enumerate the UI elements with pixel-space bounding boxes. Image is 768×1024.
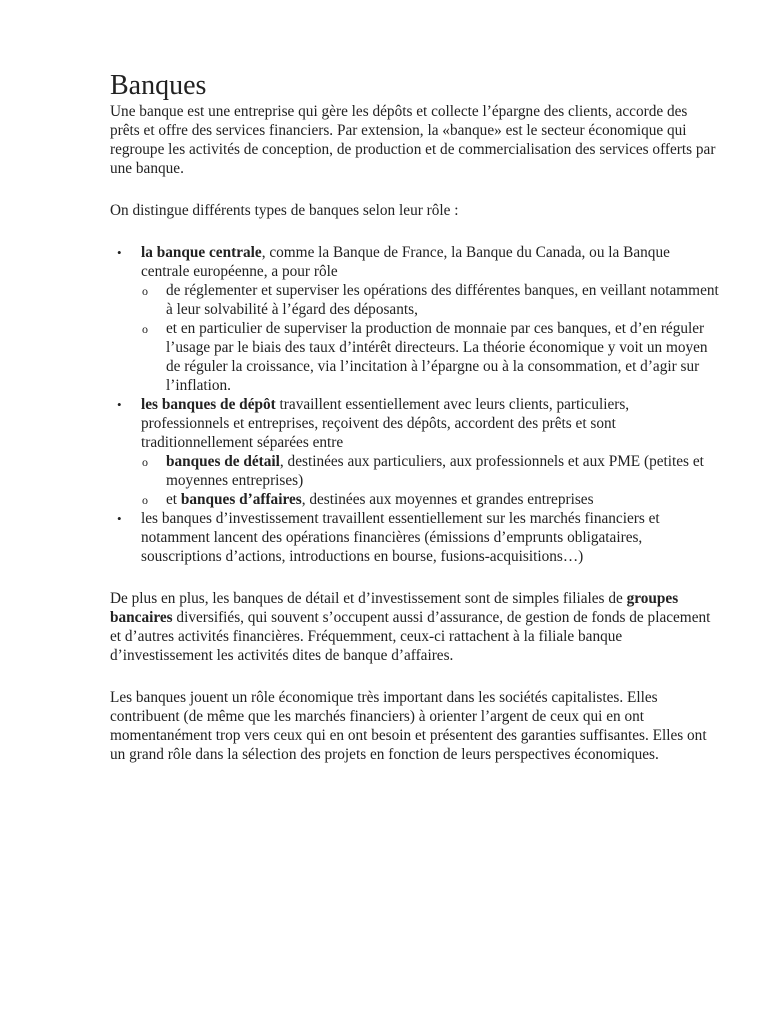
list-item-central-bank: [141, 243, 720, 395]
central-bank-text: , comme la Banque de France, la Banque du Canada, ou la Banque centrale européenne, a pour rôle: [141, 244, 670, 280]
list-item-investment-banks: • les banques d’investissement travaillent essentiellement sur les marchés financiers et notamment lancent des opérations financières (émissions d’emprunts obligataires, souscriptions d’actions, introductions en bourse, fusions-acquisitions…): [141, 509, 720, 566]
business-banks-text: , destinées aux moyennes et grandes entreprises: [301, 491, 594, 508]
intro-paragraph: Une banque est une entreprise qui gère les dépôts et collecte l’épargne des clients, accorde des prêts et offre des services financiers. Par extension, la «banque» est le secteur économique qui regroupe les activités de conception, de production et de commercialisation des services offerts par une banque.: [110, 103, 716, 177]
sublist-item: [166, 452, 720, 490]
retail-banks-text: , destinées aux particuliers, aux professionnels et aux PME (petites et moyennes entreprises): [166, 453, 704, 489]
central-bank-term: la banque centrale: [141, 244, 262, 261]
banking-groups-term: groupes bancaires: [110, 590, 679, 626]
subsidiaries-paragraph: [110, 589, 720, 665]
retail-banks-term: banques de détail: [166, 453, 280, 470]
bank-types-list: [110, 243, 720, 566]
deposit-banks-sublist: [141, 452, 720, 509]
deposit-banks-term: les banques de dépôt: [141, 396, 276, 413]
subsidiaries-text-before: De plus en plus, les banques de détail et d’investissement sont de simples filiales de: [110, 590, 627, 607]
types-intro-paragraph: On distingue différents types de banques selon leur rôle :: [110, 202, 459, 219]
economic-role-paragraph: Les banques jouent un rôle économique très important dans les sociétés capitalistes. Elles contribuent (de même que les marchés financiers) à orienter l’argent de ceux qui en ont momentanément trop vers ceux qui en ont besoin et présentent des garanties suffisantes. Elles ont un grand rôle dans la sélection des projets en fonction de leurs perspectives économiques.: [110, 689, 707, 763]
document-page: [110, 70, 720, 764]
sublist-item: o et en particulier de superviser la production de monnaie par ces banques, et d’en réguler l’usage par le biais des taux d’intérêt directeurs. La théorie économique y voit un moyen de réguler la croissance, via l’incitation à l’épargne ou à la consommation, et d’agir sur l’inflation.: [166, 319, 720, 395]
central-bank-sublist: [141, 281, 720, 395]
sublist-item: o de réglementer et superviser les opérations des différentes banques, en veillant notamment à leur solvabilité à l’égard des déposants,: [166, 281, 720, 319]
business-banks-prefix: et: [166, 491, 181, 508]
list-item-deposit-banks: [141, 395, 720, 509]
deposit-banks-text: travaillent essentiellement avec leurs clients, particuliers, professionnels et entreprises, reçoivent des dépôts, accordent des prêts et sont traditionnellement séparées entre: [141, 396, 630, 451]
sublist-item: [166, 490, 720, 509]
business-banks-term: banques d’affaires: [180, 491, 302, 508]
subsidiaries-text-after: diversifiés, qui souvent s’occupent aussi d’assurance, de gestion de fonds de placement et d’autres activités financières. Fréquemment, ceux-ci rattachent à la filiale banque d’investissement les activités dites de banque d’affaires.: [110, 609, 711, 664]
page-title: Banques: [110, 70, 207, 101]
